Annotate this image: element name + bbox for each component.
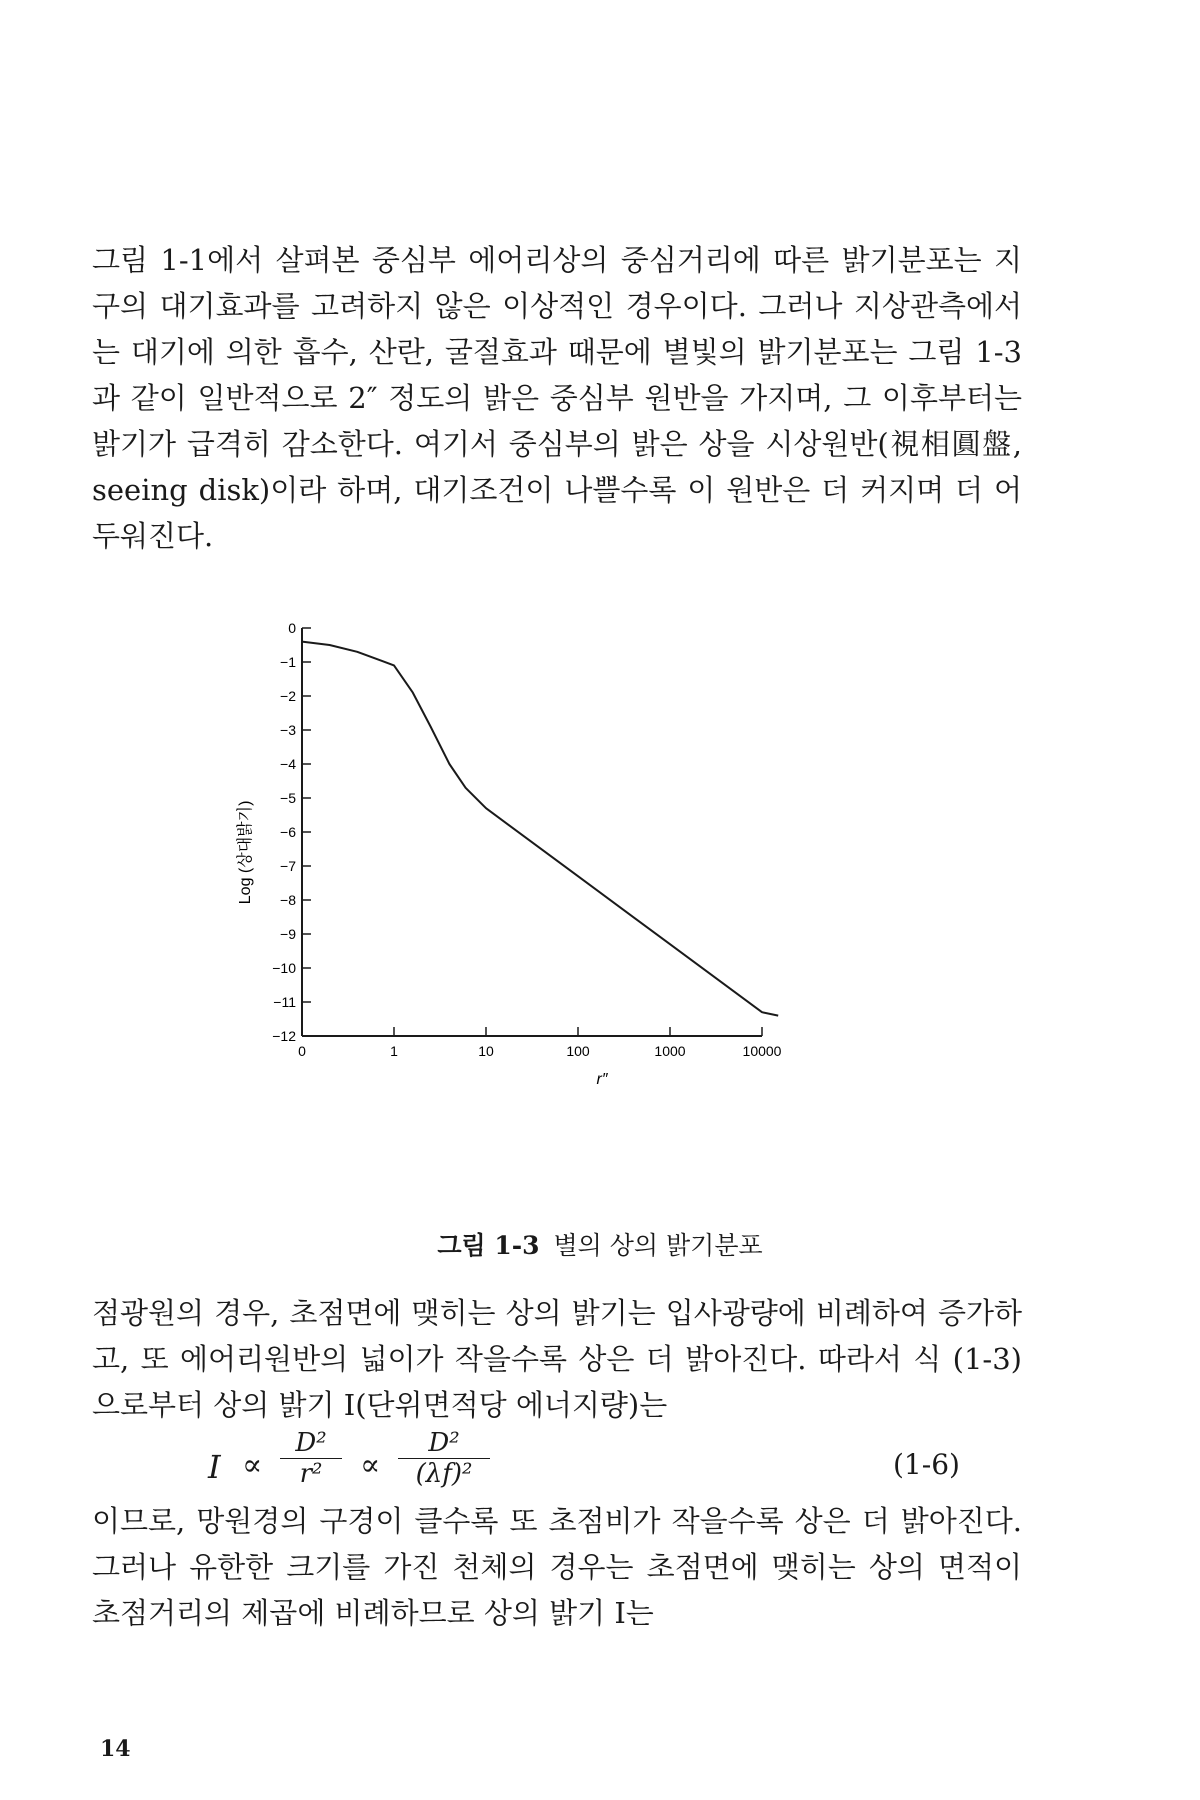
x-tick-label: 10 (478, 1043, 494, 1059)
y-tick-label: −1 (280, 654, 296, 670)
x-tick-label: 100 (566, 1043, 590, 1059)
equation-label: (1-6) (893, 1448, 960, 1481)
y-tick-label: 0 (288, 620, 296, 636)
equation-lhs: I (208, 1448, 221, 1486)
fraction-1 (280, 1428, 342, 1489)
brightness-distribution-chart (230, 590, 790, 1088)
x-tick-label: 10000 (742, 1043, 782, 1059)
point-source-paragraph: 점광원의 경우, 초점면에 맺히는 상의 밝기는 입사광량에 비례하여 증가하고, 또 에어리원반의 넓이가 작을수록 상은 더 밝아진다. 따라서 식 (1-3)으로부터 상의 밝기 I(단위면적당 에너지량)는 (92, 1296, 1022, 1422)
y-tick-label: −4 (280, 756, 296, 772)
fraction-2 (398, 1428, 490, 1489)
x-tick-label: 1000 (654, 1043, 686, 1059)
conclusion-paragraph: 이므로, 망원경의 구경이 클수록 또 초점비가 작을수록 상은 더 밝아진다. 그러나 유한한 크기를 가진 천체의 경우는 초점면에 맺히는 상의 면적이 초점거리의 제곱에 비례하므로 상의 밝기 I는 (92, 1504, 1022, 1630)
equation-1-6 (0, 1428, 1200, 1508)
y-tick-label: −10 (272, 960, 296, 976)
y-tick-label: −11 (273, 994, 296, 1010)
proportional-symbol-2: ∝ (360, 1448, 381, 1483)
y-tick-label: −9 (280, 926, 296, 942)
y-tick-label: −8 (280, 892, 296, 908)
brightness-curve (302, 642, 778, 1016)
y-tick-label: −2 (280, 688, 296, 704)
y-tick-label: −6 (280, 824, 296, 840)
figure-title: 별의 상의 밝기분포 (553, 1231, 763, 1260)
fraction-2-denominator: (λf)² (415, 1459, 473, 1489)
figure-number: 그림 1-3 (437, 1231, 540, 1260)
proportional-symbol: ∝ (242, 1448, 263, 1483)
y-tick-label: −5 (280, 790, 296, 806)
fraction-1-denominator: r² (299, 1459, 323, 1489)
figure-caption (0, 1226, 1200, 1262)
y-axis-label: Log (상대밝기) (237, 800, 254, 905)
y-tick-label: −7 (280, 858, 296, 874)
x-tick-label: 1 (390, 1043, 398, 1059)
fraction-2-numerator: D² (398, 1428, 490, 1459)
fraction-1-numerator: D² (280, 1428, 342, 1459)
x-tick-label: 0 (298, 1043, 306, 1059)
y-tick-label: −3 (280, 722, 296, 738)
x-axis-label: r″ (596, 1071, 608, 1088)
page-number: 14 (100, 1736, 131, 1762)
y-tick-label: −12 (272, 1028, 296, 1044)
intro-paragraph: 그림 1-1에서 살펴본 중심부 에어리상의 중심거리에 따른 밝기분포는 지구의 대기효과를 고려하지 않은 이상적인 경우이다. 그러나 지상관측에서는 대기에 의한 흡수, 산란, 굴절효과 때문에 별빛의 밝기분포는 그림 1-3과 같이 일반적으로 2″ 정도의 밝은 중심부 원반을 가지며, 그 이후부터는 밝기가 급격히 감소한다. 여기서 중심부의 밝은 상을 시상원반(視相圓盤, seeing disk)이라 하며, 대기조건이 나쁠수록 이 원반은 더 커지며 더 어두워진다. (92, 243, 1022, 553)
